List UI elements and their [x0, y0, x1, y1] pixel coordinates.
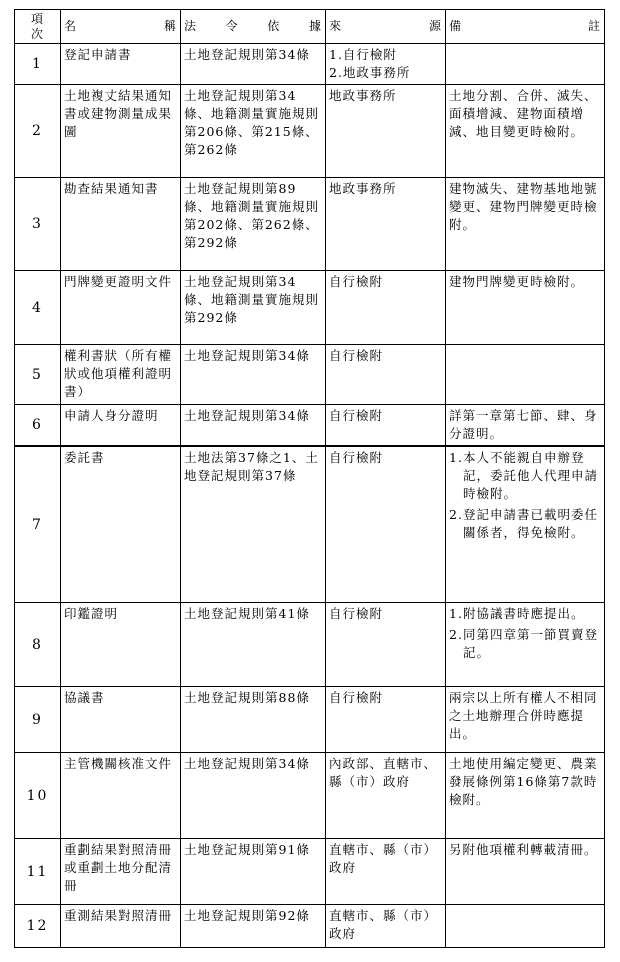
- row-name: 委託書: [61, 447, 181, 603]
- table-row: [15, 271, 605, 345]
- table-header-row: [15, 10, 605, 44]
- row-name: 勘查結果通知書: [61, 178, 181, 271]
- row-name: 印鑑證明: [61, 603, 181, 687]
- header-source: 來 源: [326, 10, 446, 44]
- row-name: 門牌變更證明文件: [61, 271, 181, 345]
- row-law: 土地登記規則第91條: [181, 839, 326, 905]
- row-no: 7: [15, 447, 61, 603]
- row-no: 11: [15, 839, 61, 905]
- document-table-part2: [14, 446, 605, 948]
- row-source: 自行檢附: [326, 345, 446, 405]
- row-name: 申請人身分證明: [61, 405, 181, 447]
- row-law: 土地登記規則第92條: [181, 905, 326, 948]
- row-law: 土地登記規則第89條、地籍測量實施規則第202條、第262條、第292條: [181, 178, 326, 271]
- table-row: [15, 85, 605, 178]
- row-note: [446, 345, 605, 405]
- row-source: 自行檢附: [326, 271, 446, 345]
- row-no: 2: [15, 85, 61, 178]
- list-item: 2. 登記申請書已載明委任關係者，得免檢附。: [449, 507, 599, 540]
- row-note: 建物滅失、建物基地地號變更、建物門牌變更時檢附。: [446, 178, 605, 271]
- row-no: 6: [15, 405, 61, 447]
- row-name: 重劃結果對照清冊或重劃土地分配清冊: [61, 839, 181, 905]
- row-source: 地政事務所: [326, 85, 446, 178]
- row-source: 自行檢附: [326, 405, 446, 447]
- table-row: [15, 687, 605, 753]
- row-law: 土地登記規則第34條、地籍測量實施規則第206條、第215條、第262條: [181, 85, 326, 178]
- row-source: 內政部、直轄市、縣（市）政府: [326, 753, 446, 839]
- row-no: 8: [15, 603, 61, 687]
- row-source: 自行檢附: [326, 447, 446, 603]
- row-law: 土地登記規則第34條、地籍測量實施規則第292條: [181, 271, 326, 345]
- header-note: 備 註: [446, 10, 605, 44]
- row-no: 12: [15, 905, 61, 948]
- row-law: 土地登記規則第34條: [181, 44, 326, 85]
- row-source: 自行檢附: [326, 603, 446, 687]
- table-row: [15, 839, 605, 905]
- document-table-part1: [14, 9, 605, 447]
- row-source: 直轄市、縣（市）政府: [326, 839, 446, 905]
- row-source: 自行檢附: [326, 687, 446, 753]
- table-row: [15, 905, 605, 948]
- row-note: 詳第一章第七節、肆、身分證明。: [446, 405, 605, 447]
- note-list: [449, 449, 601, 542]
- row-note: [446, 905, 605, 948]
- header-name: 名 稱: [61, 10, 181, 44]
- row-source: 地政事務所: [326, 178, 446, 271]
- list-item: 2. 同第四章第一節買賣登記。: [449, 627, 599, 660]
- row-note: 土地使用編定變更、農業發展條例第16條第7款時檢附。: [446, 753, 605, 839]
- table-row: [15, 44, 605, 85]
- table-row: [15, 345, 605, 405]
- row-note: 兩宗以上所有權人不相同之土地辦理合併時應提出。: [446, 687, 605, 753]
- row-law: 土地登記規則第34條: [181, 405, 326, 447]
- row-note: 另附他項權利轉載清冊。: [446, 839, 605, 905]
- row-law: 土地法第37條之1、土地登記規則第37條: [181, 447, 326, 603]
- table-row: [15, 753, 605, 839]
- row-law: 土地登記規則第34條: [181, 345, 326, 405]
- row-no: 5: [15, 345, 61, 405]
- list-item: 1. 本人不能親自申辦登記，委託他人代理申請時檢附。: [449, 450, 599, 501]
- row-source: 1.自行檢附 2.地政事務所: [326, 44, 446, 85]
- header-law: 法 令 依 據: [181, 10, 326, 44]
- row-no: 10: [15, 753, 61, 839]
- row-name: 登記申請書: [61, 44, 181, 85]
- row-note: 建物門牌變更時檢附。: [446, 271, 605, 345]
- row-no: 9: [15, 687, 61, 753]
- list-item: 1. 附協議書時應提出。: [449, 606, 585, 621]
- row-name: 土地複丈結果通知書或建物測量成果圖: [61, 85, 181, 178]
- row-note: [446, 44, 605, 85]
- row-no: 3: [15, 178, 61, 271]
- row-law: 土地登記規則第34條: [181, 753, 326, 839]
- table-row: [15, 447, 605, 603]
- row-name: 重測結果對照清冊: [61, 905, 181, 948]
- row-no: 1: [15, 44, 61, 85]
- row-name: 權利書狀（所有權狀或他項權利證明書）: [61, 345, 181, 405]
- table-row: [15, 603, 605, 687]
- header-no: 項 次: [15, 10, 61, 44]
- table-row: [15, 178, 605, 271]
- row-note: [446, 603, 605, 687]
- row-law: 土地登記規則第41條: [181, 603, 326, 687]
- row-no: 4: [15, 271, 61, 345]
- row-note: 土地分割、合併、滅失、面積增減、建物面積增減、地目變更時檢附。: [446, 85, 605, 178]
- table-row: [15, 405, 605, 447]
- note-list: [449, 605, 601, 662]
- row-name: 主管機關核准文件: [61, 753, 181, 839]
- row-note: [446, 447, 605, 603]
- row-name: 協議書: [61, 687, 181, 753]
- row-law: 土地登記規則第88條: [181, 687, 326, 753]
- row-source: 直轄市、縣（市）政府: [326, 905, 446, 948]
